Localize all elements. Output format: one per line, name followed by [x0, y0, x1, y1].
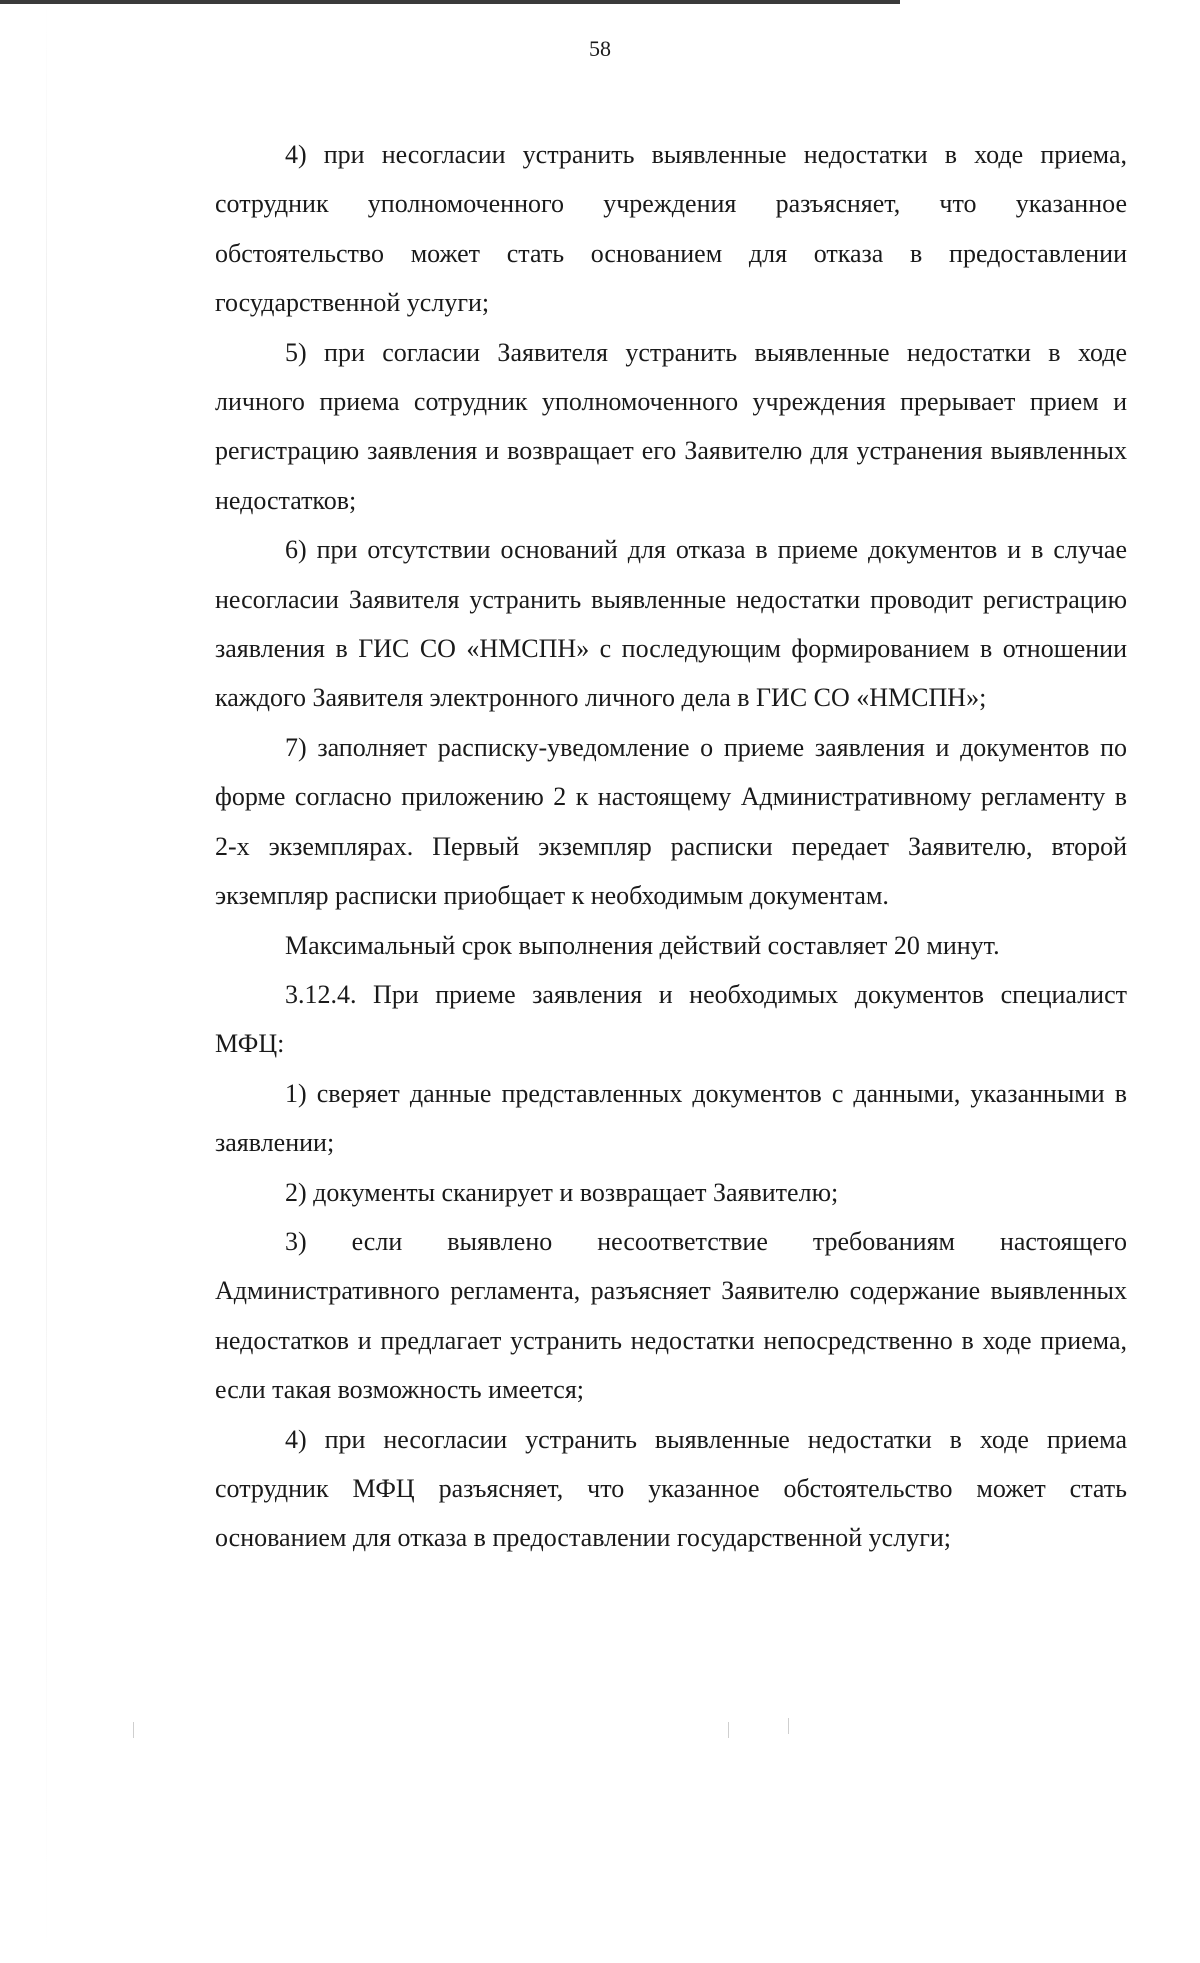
scan-artifact-mark: [788, 1718, 789, 1734]
paragraph: 3) если выявлено несоответствие требованиям настоящего Административного регламента, разъясняет Заявителю содержание выявленных недостатков и предлагает устранить недостатки непосредственно в ходе приема, если такая возможность имеется;: [215, 1226, 1127, 1405]
scan-artifact-mark: [728, 1722, 729, 1738]
scan-edge-shadow: [46, 0, 47, 1963]
body-text: [215, 130, 1127, 1563]
paragraph: 3.12.4. При приеме заявления и необходимых документов специалист МФЦ:: [215, 979, 1127, 1059]
paragraph: 6) при отсутствии оснований для отказа в приеме документов и в случае несогласии Заявителя устранить выявленные недостатки проводит регистрацию заявления в ГИС СО «НМСПН» с последующим формированием в отношении каждого Заявителя электронного личного дела в ГИС СО «НМСПН»;: [215, 535, 1127, 713]
scan-artifact-mark: [133, 1722, 134, 1738]
paragraph: 4) при несогласии устранить выявленные недостатки в ходе приема, сотрудник уполномоченного учреждения разъясняет, что указанное обстоятельство может стать основанием для отказа в предоставлении государственной услуги;: [215, 140, 1127, 318]
paragraph: 7) заполняет расписку-уведомление о приеме заявления и документов по форме согласно приложению 2 к настоящему Административному регламенту в 2-х экземплярах. Первый экземпляр расписки передает Заявителю, второй экземпляр расписки приобщает к необходимым документам.: [215, 732, 1127, 911]
paragraph: 2) документы сканирует и возвращает Заявителю;: [285, 1177, 839, 1207]
paragraph: 1) сверяет данные представленных документов с данными, указанными в заявлении;: [215, 1078, 1127, 1158]
paragraph: Максимальный срок выполнения действий составляет 20 минут.: [285, 930, 1000, 960]
page-number: 58: [589, 36, 611, 61]
top-border-line: [0, 0, 900, 4]
paragraph: 5) при согласии Заявителя устранить выявленные недостатки в ходе личного приема сотрудник уполномоченного учреждения прерывает прием и регистрацию заявления и возвращает его Заявителю для устранения выявленных недостатков;: [215, 337, 1127, 515]
paragraph: 4) при несогласии устранить выявленные недостатки в ходе приема сотрудник МФЦ разъясняет, что указанное обстоятельство может стать основанием для отказа в предоставлении государственной услуги;: [215, 1424, 1127, 1553]
